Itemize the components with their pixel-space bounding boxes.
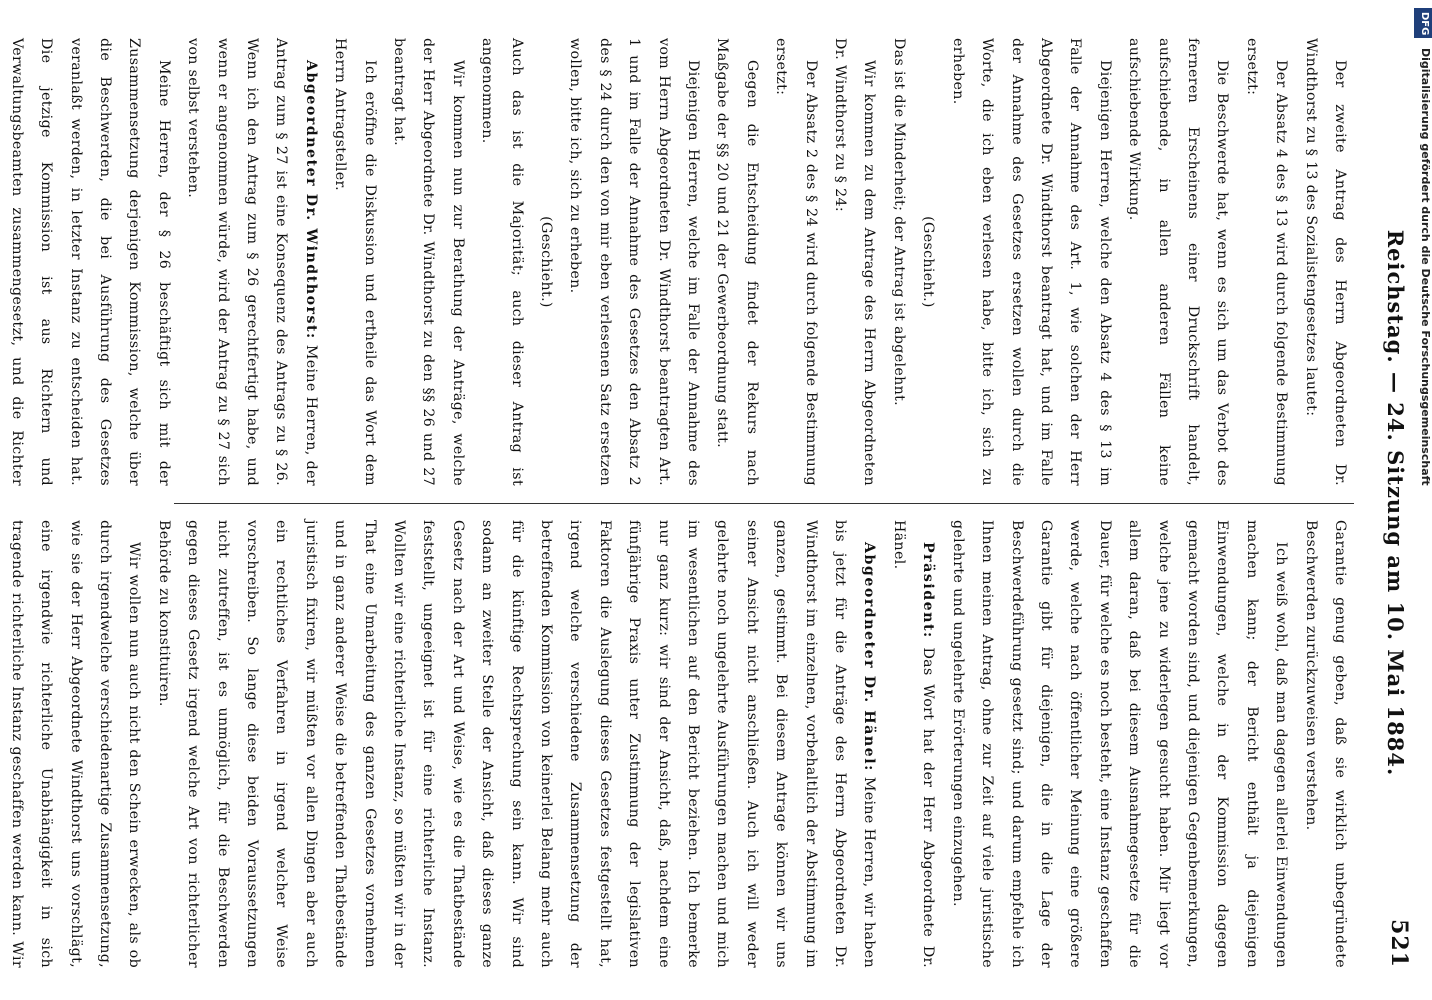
paragraph-text: Gegen die Entscheidung findet der Rekurs nach Maßgabe der §§ 20 und 21 der Gewerbeordnung statt.: [714, 38, 760, 486]
paragraph: [1119, 38, 1237, 486]
speaker-name: Präsident:: [920, 542, 937, 639]
paragraph-text: Diejenigen Herren, welche im Falle der Annahme des vom Herrn Abgeordneten Dr. Windthorst beantragten Art. 1 und im Falle der Annahme des Gesetzes den Absatz 2 des § 24 durch den von mir eben verlesenen Satz ersetzen wollen, bitte ich, sich zu erheben.: [567, 38, 702, 486]
dfg-credit: [1414, 8, 1432, 1000]
credit-text: Digitalisierung gefördert durch die Deutsche Forschungsgemeinschaft: [1419, 48, 1432, 486]
paragraph: [1295, 520, 1354, 968]
paragraph-text: Das ist die Minderheit; der Antrag ist abgelehnt.: [890, 38, 907, 407]
paragraph-text: Diejenigen Herren, welche den Absatz 4 des § 13 im Falle der Annahme des Art. 1, wie solchen der Herr Abgeordnete Dr. Windthorst beantragt hat, und im Falle der Annahme des Gesetzes ersetzen wollen durch die Worte, die ich eben verlesen habe, bitte ich, sich zu erheben.: [949, 38, 1113, 486]
paragraph: [325, 38, 384, 486]
paragraph-text: Die Beschwerde hat, wenn es sich um das Verbot des ferneren Erscheinens einer Druckschrift handelt, aufschiebende, in allen anderen Fällen keine aufschiebende Wirkung.: [1126, 38, 1231, 486]
paragraph: [884, 520, 943, 968]
paragraph-text: Garantie genug geben, daß sie wirklich unbegründete Beschwerden zurückzuweisen verstehen.: [1302, 520, 1348, 968]
paragraph: [0, 38, 178, 486]
paragraph-text: Das Wort hat der Herr Abgeordnete Dr. Hänel.: [890, 520, 937, 968]
paragraph: [472, 38, 531, 486]
paragraph-text: Wir kommen zu dem Antrage des Herrn Abgeordneten Dr. Windthorst zu § 24:: [832, 38, 878, 486]
paragraph: [766, 38, 825, 486]
paragraph: [884, 38, 913, 486]
dfg-logo: DFG: [1414, 8, 1432, 38]
speaker-name: Abgeordneter Dr. Hänel:: [861, 542, 878, 772]
paragraph-text: Wir wollen nun auch nicht den Schein erwecken, als ob durch irgendwelche verschiedenartige Zusammensetzung, wie sie der Herr Abgeordnete Windthorst uns vorschlägt, eine irgendwie richterliche Unabhängigkeit in sich tragende richterliche Instanz geschaffen werden kann. Wir: [8, 520, 143, 968]
header-title: Reichstag. — 24. Sitzung am 10. Mai 1884.: [1383, 229, 1408, 777]
page-number: 521: [1386, 919, 1412, 968]
paragraph: [707, 38, 766, 486]
paragraph: [178, 38, 325, 486]
right-column: [8, 520, 1354, 968]
paragraph-text: Ich eröffne die Diskussion und ertheile das Wort dem Herrn Antragsteller.: [332, 38, 378, 486]
paragraph-text: Meine Herren, wir haben bis jetzt für die Anträge des Herrn Abgeordneten Dr. Windthorst im einzelnen, vorbehaltlich der Abstimmung im ganzen, gestimmt. Bei diesem Antrage können wir uns seiner Ansicht nicht anschließen. Auch ich will weder gelehrte noch ungelehrte Ausführungen machen und mich im wesentlichen auf den Bericht beziehen. Ich bemerke nur ganz kurz: wir sind der Ansicht, daß, nachdem eine fünfjährige Praxis unter Zustimmung der legislativen Faktoren die Auslegung dieses Gesetzes festgestellt hat, irgend welche verschiedene Zusammensetzung der betreffenden Kommission von keinerlei Belang mehr auch für die künftige Rechtsprechung sein kann. Wir sind sodann an zweiter Stelle der Ansicht, daß dieses ganze Gesetz nach der Art und Weise, wie es die Thatbestände feststellt, ungeeignet ist für eine richterliche Instanz. Wollten wir eine richterliche Instanz, so müßten wir in der That eine Umarbeitung des ganzen Gesetzes vornehmen und in ganz anderer Weise die betreffenden Thatbestände juristisch fixiren, wir müßten vor allen Dingen aber auch ein rechtliches Verfahren in irgend welcher Weise vorschreiben. So lange diese beiden Voraussetzungen nicht zutreffen, ist es unmöglich, für die Beschwerden gegen dieses Gesetz irgend welche Art von richterlicher Behörde zu konstituiren.: [155, 520, 878, 968]
running-head: [1370, 38, 1420, 968]
paragraph-text: Meine Herren, der § 26 beschäftigt sich mit der Zusammensetzung derjenigen Kommission, welche über die Beschwerden, die bei Ausführung des Gesetzes veranlaßt werden, in letzter Instanz zu entscheiden hat. Die jetzige Kommission ist aus Richtern und Verwaltungsbeamten zusammengesetzt, und die Richter: [8, 38, 172, 486]
paragraph-text: (Geschieht.): [538, 216, 555, 308]
paragraph-text: Der Absatz 4 des § 13 wird durch folgende Bestimmung ersetzt:: [1243, 38, 1290, 486]
paragraph-text: Meine Herren, der Antrag zum § 27 ist eine Konsequenz des Antrags zu § 26. Wenn ich den Antrag zum § 26 gerechtfertigt habe, und wenn er angenommen würde, wird der Antrag zu § 27 sich von selbst verstehen.: [185, 38, 319, 486]
paragraph: [384, 38, 472, 486]
paragraph: [148, 520, 883, 968]
paragraph-text: Der zweite Antrag des Herrn Abgeordneten Dr. Windthorst zu § 13 des Sozialistengesetzes lautet:: [1302, 38, 1348, 486]
paragraph: [1295, 38, 1354, 486]
paragraph-text: Der Absatz 2 des § 24 wird durch folgende Bestimmung ersetzt:: [773, 38, 819, 486]
paragraph: [942, 38, 1118, 486]
column-divider: [174, 503, 1354, 505]
paragraph-text: Ich weiß wohl, daß man dagegen allerlei Einwendungen machen kann; der Bericht enthält ja diejenigen Einwendungen, welche in der Kommission dagegen gemacht worden sind, und diejenigen Gegenbemerkungen, welche jene zu widerlegen gesucht haben. Mir liegt vor allem daran, daß bei diesem Ausnahmegesetze für die Dauer, für welche es noch besteht, eine Instanz geschaffen werde, welche nach öffentlicher Meinung eine größere Garantie gibt für diejenigen, die in die Lage der Beschwerdeführung gesetzt sind; und darum empfehle ich Ihnen meinen Antrag, ohne zur Zeit auf viele juristische gelehrte und ungelehrte Erörterungen einzugehen.: [949, 520, 1290, 968]
paragraph: [1236, 38, 1295, 486]
paragraph: [913, 38, 942, 486]
paragraph: [560, 38, 707, 486]
paragraph: [531, 38, 560, 486]
paragraph: [942, 520, 1295, 968]
document-page: [8, 38, 1420, 968]
paragraph: [825, 38, 884, 486]
paragraph-text: Wir kommen nun zur Berathung der Anträge, welche der Herr Abgeordnete Dr. Windthorst zu den §§ 26 und 27 beantragt hat.: [391, 38, 466, 486]
speaker-name: Abgeordneter Dr. Windthorst:: [302, 60, 319, 340]
paragraph-text: (Geschieht.): [920, 216, 937, 308]
left-column: [8, 38, 1354, 486]
paragraph: [0, 520, 148, 968]
paragraph-text: Auch das ist die Majorität; auch dieser Antrag ist angenommen.: [479, 38, 525, 486]
